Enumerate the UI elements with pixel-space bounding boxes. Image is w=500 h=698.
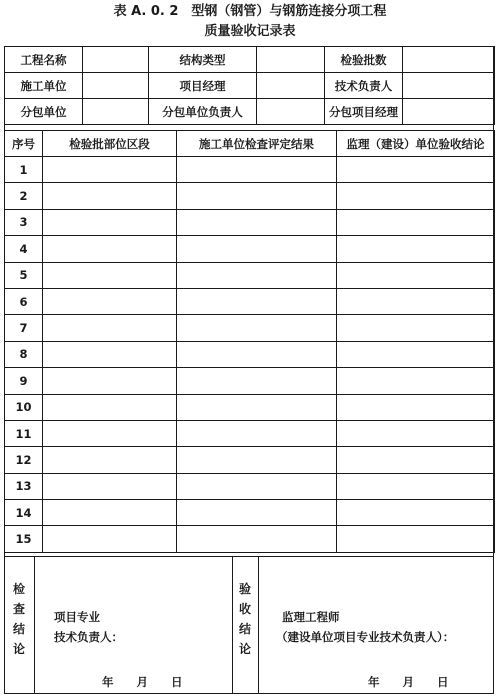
form-title: 表 A. 0. 2 型钢（钢管）与钢筋连接分项工程 [113,4,387,19]
col-header-section: 检验批部位区段 [43,131,177,157]
contractor-result-cell[interactable] [177,473,337,499]
table-row [5,157,495,183]
row-index: 4 [5,236,43,262]
supervisor-conclusion-cell[interactable] [337,236,495,262]
section-cell[interactable] [43,394,177,420]
table-row [5,394,495,420]
contractor-result-cell[interactable] [177,183,337,209]
subcontractor-label: 分包单位 [5,99,83,125]
section-cell[interactable] [43,183,177,209]
subcontractor-value[interactable] [83,99,149,125]
divider [232,557,233,694]
project-name-label: 工程名称 [5,47,83,73]
contractor-result-cell[interactable] [177,341,337,367]
section-cell[interactable] [43,526,177,552]
table-row [5,262,495,288]
table-row [5,368,495,394]
table-row [5,288,495,314]
row-index: 7 [5,315,43,341]
section-cell[interactable] [43,209,177,235]
row-index: 12 [5,447,43,473]
row-index: 8 [5,341,43,367]
right-date: 年 月 日 [368,675,449,689]
divider [34,557,35,694]
form-subtitle: 质量验收记录表 [204,24,296,39]
info-row [5,47,495,73]
technical-lead-value[interactable] [403,73,495,99]
project-name-value[interactable] [83,47,149,73]
contractor-result-cell[interactable] [177,157,337,183]
supervisor-conclusion-cell[interactable] [337,368,495,394]
table-row [5,236,495,262]
section-cell[interactable] [43,341,177,367]
contractor-result-cell[interactable] [177,500,337,526]
supervisor-conclusion-cell[interactable] [337,473,495,499]
section-cell[interactable] [43,288,177,314]
construction-unit-label: 施工单位 [5,73,83,99]
table-row [5,526,495,552]
left-signer-title: 项目专业 [54,610,100,624]
supervisor-conclusion-cell[interactable] [337,315,495,341]
project-info-table [4,46,495,125]
section-cell[interactable] [43,473,177,499]
row-index: 15 [5,526,43,552]
row-index: 2 [5,183,43,209]
contractor-result-cell[interactable] [177,420,337,446]
subcontract-manager-value[interactable] [403,99,495,125]
supervisor-conclusion-cell[interactable] [337,500,495,526]
contractor-result-cell[interactable] [177,368,337,394]
row-index: 9 [5,368,43,394]
section-cell[interactable] [43,420,177,446]
info-row [5,99,495,125]
supervisor-conclusion-cell[interactable] [337,183,495,209]
left-date: 年 月 日 [102,675,183,689]
section-cell[interactable] [43,315,177,341]
supervisor-conclusion-cell[interactable] [337,420,495,446]
row-index: 10 [5,394,43,420]
section-cell[interactable] [43,500,177,526]
table-row [5,420,495,446]
col-header-index: 序号 [5,131,43,157]
contractor-result-cell[interactable] [177,394,337,420]
project-manager-value[interactable] [257,73,325,99]
row-index: 13 [5,473,43,499]
right-signer-title: 监理工程师 [282,610,340,624]
section-cell[interactable] [43,447,177,473]
construction-unit-value[interactable] [83,73,149,99]
signoff-section [4,556,494,694]
contractor-result-cell[interactable] [177,447,337,473]
supervisor-conclusion-cell[interactable] [337,157,495,183]
supervisor-conclusion-cell[interactable] [337,209,495,235]
supervisor-conclusion-cell[interactable] [337,262,495,288]
divider [258,557,259,694]
row-index: 1 [5,157,43,183]
subcontract-manager-label: 分包项目经理 [325,99,403,125]
supervisor-conclusion-cell[interactable] [337,341,495,367]
table-row [5,315,495,341]
table-row [5,183,495,209]
row-index: 14 [5,500,43,526]
left-signer-role: 技术负责人： [54,630,123,644]
structure-type-value[interactable] [257,47,325,73]
row-index: 6 [5,288,43,314]
row-index: 5 [5,262,43,288]
inspection-table [4,130,495,553]
col-header-contractor-result: 施工单位检查评定结果 [177,131,337,157]
technical-lead-label: 技术负责人 [325,73,403,99]
subcontractor-lead-value[interactable] [257,99,325,125]
row-index: 3 [5,209,43,235]
contractor-result-cell[interactable] [177,236,337,262]
section-cell[interactable] [43,262,177,288]
supervisor-conclusion-cell[interactable] [337,288,495,314]
table-row [5,500,495,526]
supervisor-conclusion-cell[interactable] [337,394,495,420]
contractor-result-cell[interactable] [177,315,337,341]
batch-count-value[interactable] [403,47,495,73]
contractor-result-cell[interactable] [177,209,337,235]
table-row [5,447,495,473]
supervisor-conclusion-cell[interactable] [337,447,495,473]
contractor-result-cell[interactable] [177,526,337,552]
table-header-row [5,131,495,157]
table-row [5,209,495,235]
acceptance-conclusion-label: 验 收 结 论 [238,582,251,656]
section-cell[interactable] [43,157,177,183]
supervisor-conclusion-cell[interactable] [337,526,495,552]
row-index: 11 [5,420,43,446]
structure-type-label: 结构类型 [149,47,257,73]
contractor-result-cell[interactable] [177,262,337,288]
table-row [5,473,495,499]
info-row [5,73,495,99]
col-header-supervisor-conclusion: 监理（建设）单位验收结论 [337,131,495,157]
inspection-conclusion-label: 检 查 结 论 [12,582,25,656]
right-signer-role: （建设单位项目专业技术负责人）： [276,630,455,644]
section-cell[interactable] [43,236,177,262]
batch-count-label: 检验批数 [325,47,403,73]
subcontractor-lead-label: 分包单位负责人 [149,99,257,125]
project-manager-label: 项目经理 [149,73,257,99]
table-row [5,341,495,367]
section-cell[interactable] [43,368,177,394]
contractor-result-cell[interactable] [177,288,337,314]
